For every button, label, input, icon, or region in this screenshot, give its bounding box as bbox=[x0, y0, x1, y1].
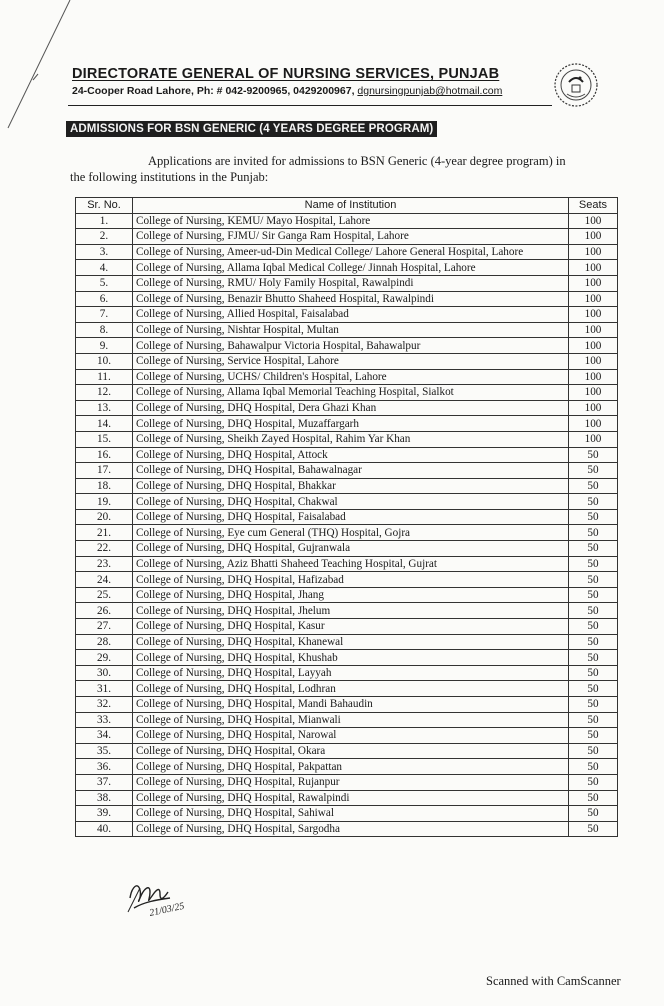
row-sr-no: 23. bbox=[76, 556, 133, 572]
address-line bbox=[72, 85, 572, 97]
row-sr-no: 10. bbox=[76, 353, 133, 369]
table-row bbox=[76, 431, 618, 447]
row-sr-no: 8. bbox=[76, 322, 133, 338]
row-sr-no: 9. bbox=[76, 338, 133, 354]
row-institution-name: College of Nursing, DHQ Hospital, Jhelum bbox=[133, 603, 569, 619]
row-seats: 50 bbox=[569, 759, 618, 775]
row-seats: 100 bbox=[569, 260, 618, 276]
row-seats: 100 bbox=[569, 322, 618, 338]
table-row bbox=[76, 353, 618, 369]
row-sr-no: 25. bbox=[76, 587, 133, 603]
row-sr-no: 22. bbox=[76, 541, 133, 557]
row-seats: 100 bbox=[569, 431, 618, 447]
row-sr-no: 29. bbox=[76, 650, 133, 666]
row-seats: 100 bbox=[569, 244, 618, 260]
table-row bbox=[76, 291, 618, 307]
row-institution-name: College of Nursing, Eye cum General (THQ) Hospital, Gojra bbox=[133, 525, 569, 541]
header-divider bbox=[68, 105, 552, 106]
row-sr-no: 33. bbox=[76, 712, 133, 728]
row-institution-name: College of Nursing, DHQ Hospital, Rujanpur bbox=[133, 774, 569, 790]
table-row bbox=[76, 400, 618, 416]
row-institution-name: College of Nursing, DHQ Hospital, Bhakkar bbox=[133, 478, 569, 494]
table-row bbox=[76, 790, 618, 806]
row-seats: 50 bbox=[569, 712, 618, 728]
row-institution-name: College of Nursing, DHQ Hospital, Narowal bbox=[133, 728, 569, 744]
table-row bbox=[76, 806, 618, 822]
scanner-watermark: Scanned with CamScanner bbox=[486, 974, 621, 988]
row-sr-no: 32. bbox=[76, 697, 133, 713]
row-sr-no: 27. bbox=[76, 619, 133, 635]
row-sr-no: 15. bbox=[76, 431, 133, 447]
row-seats: 50 bbox=[569, 665, 618, 681]
table-header-row bbox=[76, 198, 618, 214]
row-seats: 100 bbox=[569, 275, 618, 291]
row-seats: 50 bbox=[569, 697, 618, 713]
table-row bbox=[76, 603, 618, 619]
row-institution-name: College of Nursing, Sheikh Zayed Hospital, Rahim Yar Khan bbox=[133, 431, 569, 447]
row-institution-name: College of Nursing, DHQ Hospital, Khanewal bbox=[133, 634, 569, 650]
letterhead bbox=[72, 66, 572, 97]
row-institution-name: College of Nursing, DHQ Hospital, Kasur bbox=[133, 619, 569, 635]
row-sr-no: 5. bbox=[76, 275, 133, 291]
table-row bbox=[76, 229, 618, 245]
row-institution-name: College of Nursing, DHQ Hospital, Muzaffargarh bbox=[133, 416, 569, 432]
row-sr-no: 17. bbox=[76, 463, 133, 479]
row-seats: 50 bbox=[569, 541, 618, 557]
row-sr-no: 11. bbox=[76, 369, 133, 385]
row-seats: 50 bbox=[569, 650, 618, 666]
table-row bbox=[76, 369, 618, 385]
row-sr-no: 14. bbox=[76, 416, 133, 432]
row-seats: 50 bbox=[569, 790, 618, 806]
row-institution-name: College of Nursing, Bahawalpur Victoria Hospital, Bahawalpur bbox=[133, 338, 569, 354]
row-institution-name: College of Nursing, DHQ Hospital, Faisalabad bbox=[133, 509, 569, 525]
row-seats: 50 bbox=[569, 774, 618, 790]
row-institution-name: College of Nursing, KEMU/ Mayo Hospital, Lahore bbox=[133, 213, 569, 229]
row-sr-no: 2. bbox=[76, 229, 133, 245]
row-sr-no: 38. bbox=[76, 790, 133, 806]
intro-line-2: the following institutions in the Punjab: bbox=[70, 170, 269, 184]
program-banner: ADMISSIONS FOR BSN GENERIC (4 YEARS DEGREE PROGRAM) bbox=[66, 121, 437, 137]
table-row bbox=[76, 509, 618, 525]
row-sr-no: 12. bbox=[76, 385, 133, 401]
table-row bbox=[76, 244, 618, 260]
row-seats: 50 bbox=[569, 821, 618, 837]
table-row bbox=[76, 774, 618, 790]
row-institution-name: College of Nursing, DHQ Hospital, Gujranwala bbox=[133, 541, 569, 557]
row-institution-name: College of Nursing, DHQ Hospital, Lodhran bbox=[133, 681, 569, 697]
row-institution-name: College of Nursing, FJMU/ Sir Ganga Ram Hospital, Lahore bbox=[133, 229, 569, 245]
row-institution-name: College of Nursing, DHQ Hospital, Khushab bbox=[133, 650, 569, 666]
row-sr-no: 3. bbox=[76, 244, 133, 260]
row-institution-name: College of Nursing, DHQ Hospital, Mianwali bbox=[133, 712, 569, 728]
intro-line-1: Applications are invited for admissions to BSN Generic (4-year degree program) in bbox=[148, 154, 566, 168]
row-seats: 50 bbox=[569, 634, 618, 650]
svg-text:21/03/25: 21/03/25 bbox=[148, 900, 186, 919]
row-seats: 100 bbox=[569, 416, 618, 432]
table-row bbox=[76, 650, 618, 666]
row-seats: 50 bbox=[569, 806, 618, 822]
table-row bbox=[76, 525, 618, 541]
row-seats: 50 bbox=[569, 743, 618, 759]
table-row bbox=[76, 712, 618, 728]
row-institution-name: College of Nursing, DHQ Hospital, Mandi Bahaudin bbox=[133, 697, 569, 713]
row-institution-name: College of Nursing, DHQ Hospital, Sahiwal bbox=[133, 806, 569, 822]
table-row bbox=[76, 665, 618, 681]
table-row bbox=[76, 634, 618, 650]
table-row bbox=[76, 619, 618, 635]
row-institution-name: College of Nursing, Ameer-ud-Din Medical College/ Lahore General Hospital, Lahore bbox=[133, 244, 569, 260]
row-institution-name: College of Nursing, Service Hospital, Lahore bbox=[133, 353, 569, 369]
institutions-table bbox=[75, 197, 618, 837]
row-institution-name: College of Nursing, Allied Hospital, Faisalabad bbox=[133, 307, 569, 323]
table-row bbox=[76, 681, 618, 697]
row-seats: 100 bbox=[569, 307, 618, 323]
row-sr-no: 30. bbox=[76, 665, 133, 681]
table-row bbox=[76, 385, 618, 401]
row-sr-no: 39. bbox=[76, 806, 133, 822]
row-seats: 50 bbox=[569, 728, 618, 744]
row-institution-name: College of Nursing, DHQ Hospital, Chakwal bbox=[133, 494, 569, 510]
row-sr-no: 35. bbox=[76, 743, 133, 759]
intro-paragraph bbox=[70, 153, 610, 185]
row-sr-no: 40. bbox=[76, 821, 133, 837]
row-institution-name: College of Nursing, DHQ Hospital, Bahawalnagar bbox=[133, 463, 569, 479]
row-seats: 50 bbox=[569, 619, 618, 635]
row-sr-no: 7. bbox=[76, 307, 133, 323]
row-seats: 100 bbox=[569, 385, 618, 401]
table-body bbox=[76, 213, 618, 837]
table-row bbox=[76, 821, 618, 837]
row-sr-no: 24. bbox=[76, 572, 133, 588]
row-seats: 50 bbox=[569, 556, 618, 572]
table-row bbox=[76, 697, 618, 713]
row-institution-name: College of Nursing, DHQ Hospital, Attock bbox=[133, 447, 569, 463]
row-seats: 50 bbox=[569, 509, 618, 525]
row-seats: 50 bbox=[569, 603, 618, 619]
handwritten-signature bbox=[120, 868, 200, 928]
header-seats: Seats bbox=[569, 198, 618, 214]
row-institution-name: College of Nursing, DHQ Hospital, Okara bbox=[133, 743, 569, 759]
row-seats: 50 bbox=[569, 447, 618, 463]
table-row bbox=[76, 494, 618, 510]
row-seats: 50 bbox=[569, 494, 618, 510]
table-row bbox=[76, 322, 618, 338]
row-seats: 50 bbox=[569, 525, 618, 541]
row-seats: 50 bbox=[569, 681, 618, 697]
header-sr-no: Sr. No. bbox=[76, 198, 133, 214]
row-sr-no: 20. bbox=[76, 509, 133, 525]
table-row bbox=[76, 759, 618, 775]
table-row bbox=[76, 260, 618, 276]
row-sr-no: 18. bbox=[76, 478, 133, 494]
header-institution: Name of Institution bbox=[133, 198, 569, 214]
row-seats: 100 bbox=[569, 338, 618, 354]
row-sr-no: 34. bbox=[76, 728, 133, 744]
government-seal-icon bbox=[553, 62, 599, 108]
table-row bbox=[76, 416, 618, 432]
table-row bbox=[76, 307, 618, 323]
row-seats: 50 bbox=[569, 463, 618, 479]
row-sr-no: 28. bbox=[76, 634, 133, 650]
organization-name: DIRECTORATE GENERAL OF NURSING SERVICES, PUNJAB bbox=[72, 66, 500, 82]
row-seats: 100 bbox=[569, 213, 618, 229]
row-institution-name: College of Nursing, Allama Iqbal Memorial Teaching Hospital, Sialkot bbox=[133, 385, 569, 401]
row-sr-no: 4. bbox=[76, 260, 133, 276]
row-institution-name: College of Nursing, UCHS/ Children's Hospital, Lahore bbox=[133, 369, 569, 385]
row-seats: 50 bbox=[569, 587, 618, 603]
row-seats: 50 bbox=[569, 478, 618, 494]
row-seats: 100 bbox=[569, 369, 618, 385]
row-institution-name: College of Nursing, DHQ Hospital, Pakpattan bbox=[133, 759, 569, 775]
row-institution-name: College of Nursing, RMU/ Holy Family Hospital, Rawalpindi bbox=[133, 275, 569, 291]
row-sr-no: 26. bbox=[76, 603, 133, 619]
address-text: 24-Cooper Road Lahore, Ph: # 042-9200965, 0429200967, bbox=[72, 85, 355, 97]
email-link[interactable]: dgnursingpunjab@hotmail.com bbox=[357, 85, 503, 97]
row-institution-name: College of Nursing, DHQ Hospital, Dera Ghazi Khan bbox=[133, 400, 569, 416]
row-institution-name: College of Nursing, DHQ Hospital, Sargodha bbox=[133, 821, 569, 837]
row-sr-no: 16. bbox=[76, 447, 133, 463]
row-institution-name: College of Nursing, DHQ Hospital, Jhang bbox=[133, 587, 569, 603]
table-row bbox=[76, 275, 618, 291]
row-sr-no: 13. bbox=[76, 400, 133, 416]
table-row bbox=[76, 572, 618, 588]
row-institution-name: College of Nursing, Aziz Bhatti Shaheed Teaching Hospital, Gujrat bbox=[133, 556, 569, 572]
table-row bbox=[76, 587, 618, 603]
table-row bbox=[76, 743, 618, 759]
row-sr-no: 37. bbox=[76, 774, 133, 790]
table-row bbox=[76, 556, 618, 572]
row-institution-name: College of Nursing, DHQ Hospital, Layyah bbox=[133, 665, 569, 681]
row-institution-name: College of Nursing, Benazir Bhutto Shaheed Hospital, Rawalpindi bbox=[133, 291, 569, 307]
row-institution-name: College of Nursing, DHQ Hospital, Hafizabad bbox=[133, 572, 569, 588]
row-seats: 50 bbox=[569, 572, 618, 588]
row-sr-no: 6. bbox=[76, 291, 133, 307]
row-sr-no: 21. bbox=[76, 525, 133, 541]
row-institution-name: College of Nursing, DHQ Hospital, Rawalpindi bbox=[133, 790, 569, 806]
row-sr-no: 36. bbox=[76, 759, 133, 775]
row-seats: 100 bbox=[569, 291, 618, 307]
table-row bbox=[76, 338, 618, 354]
table-row bbox=[76, 213, 618, 229]
table-row bbox=[76, 478, 618, 494]
row-institution-name: College of Nursing, Nishtar Hospital, Multan bbox=[133, 322, 569, 338]
row-seats: 100 bbox=[569, 400, 618, 416]
row-sr-no: 31. bbox=[76, 681, 133, 697]
row-sr-no: 19. bbox=[76, 494, 133, 510]
table-row bbox=[76, 541, 618, 557]
row-seats: 100 bbox=[569, 229, 618, 245]
row-sr-no: 1. bbox=[76, 213, 133, 229]
table-row bbox=[76, 447, 618, 463]
table-row bbox=[76, 463, 618, 479]
row-seats: 100 bbox=[569, 353, 618, 369]
table-row bbox=[76, 728, 618, 744]
row-institution-name: College of Nursing, Allama Iqbal Medical College/ Jinnah Hospital, Lahore bbox=[133, 260, 569, 276]
